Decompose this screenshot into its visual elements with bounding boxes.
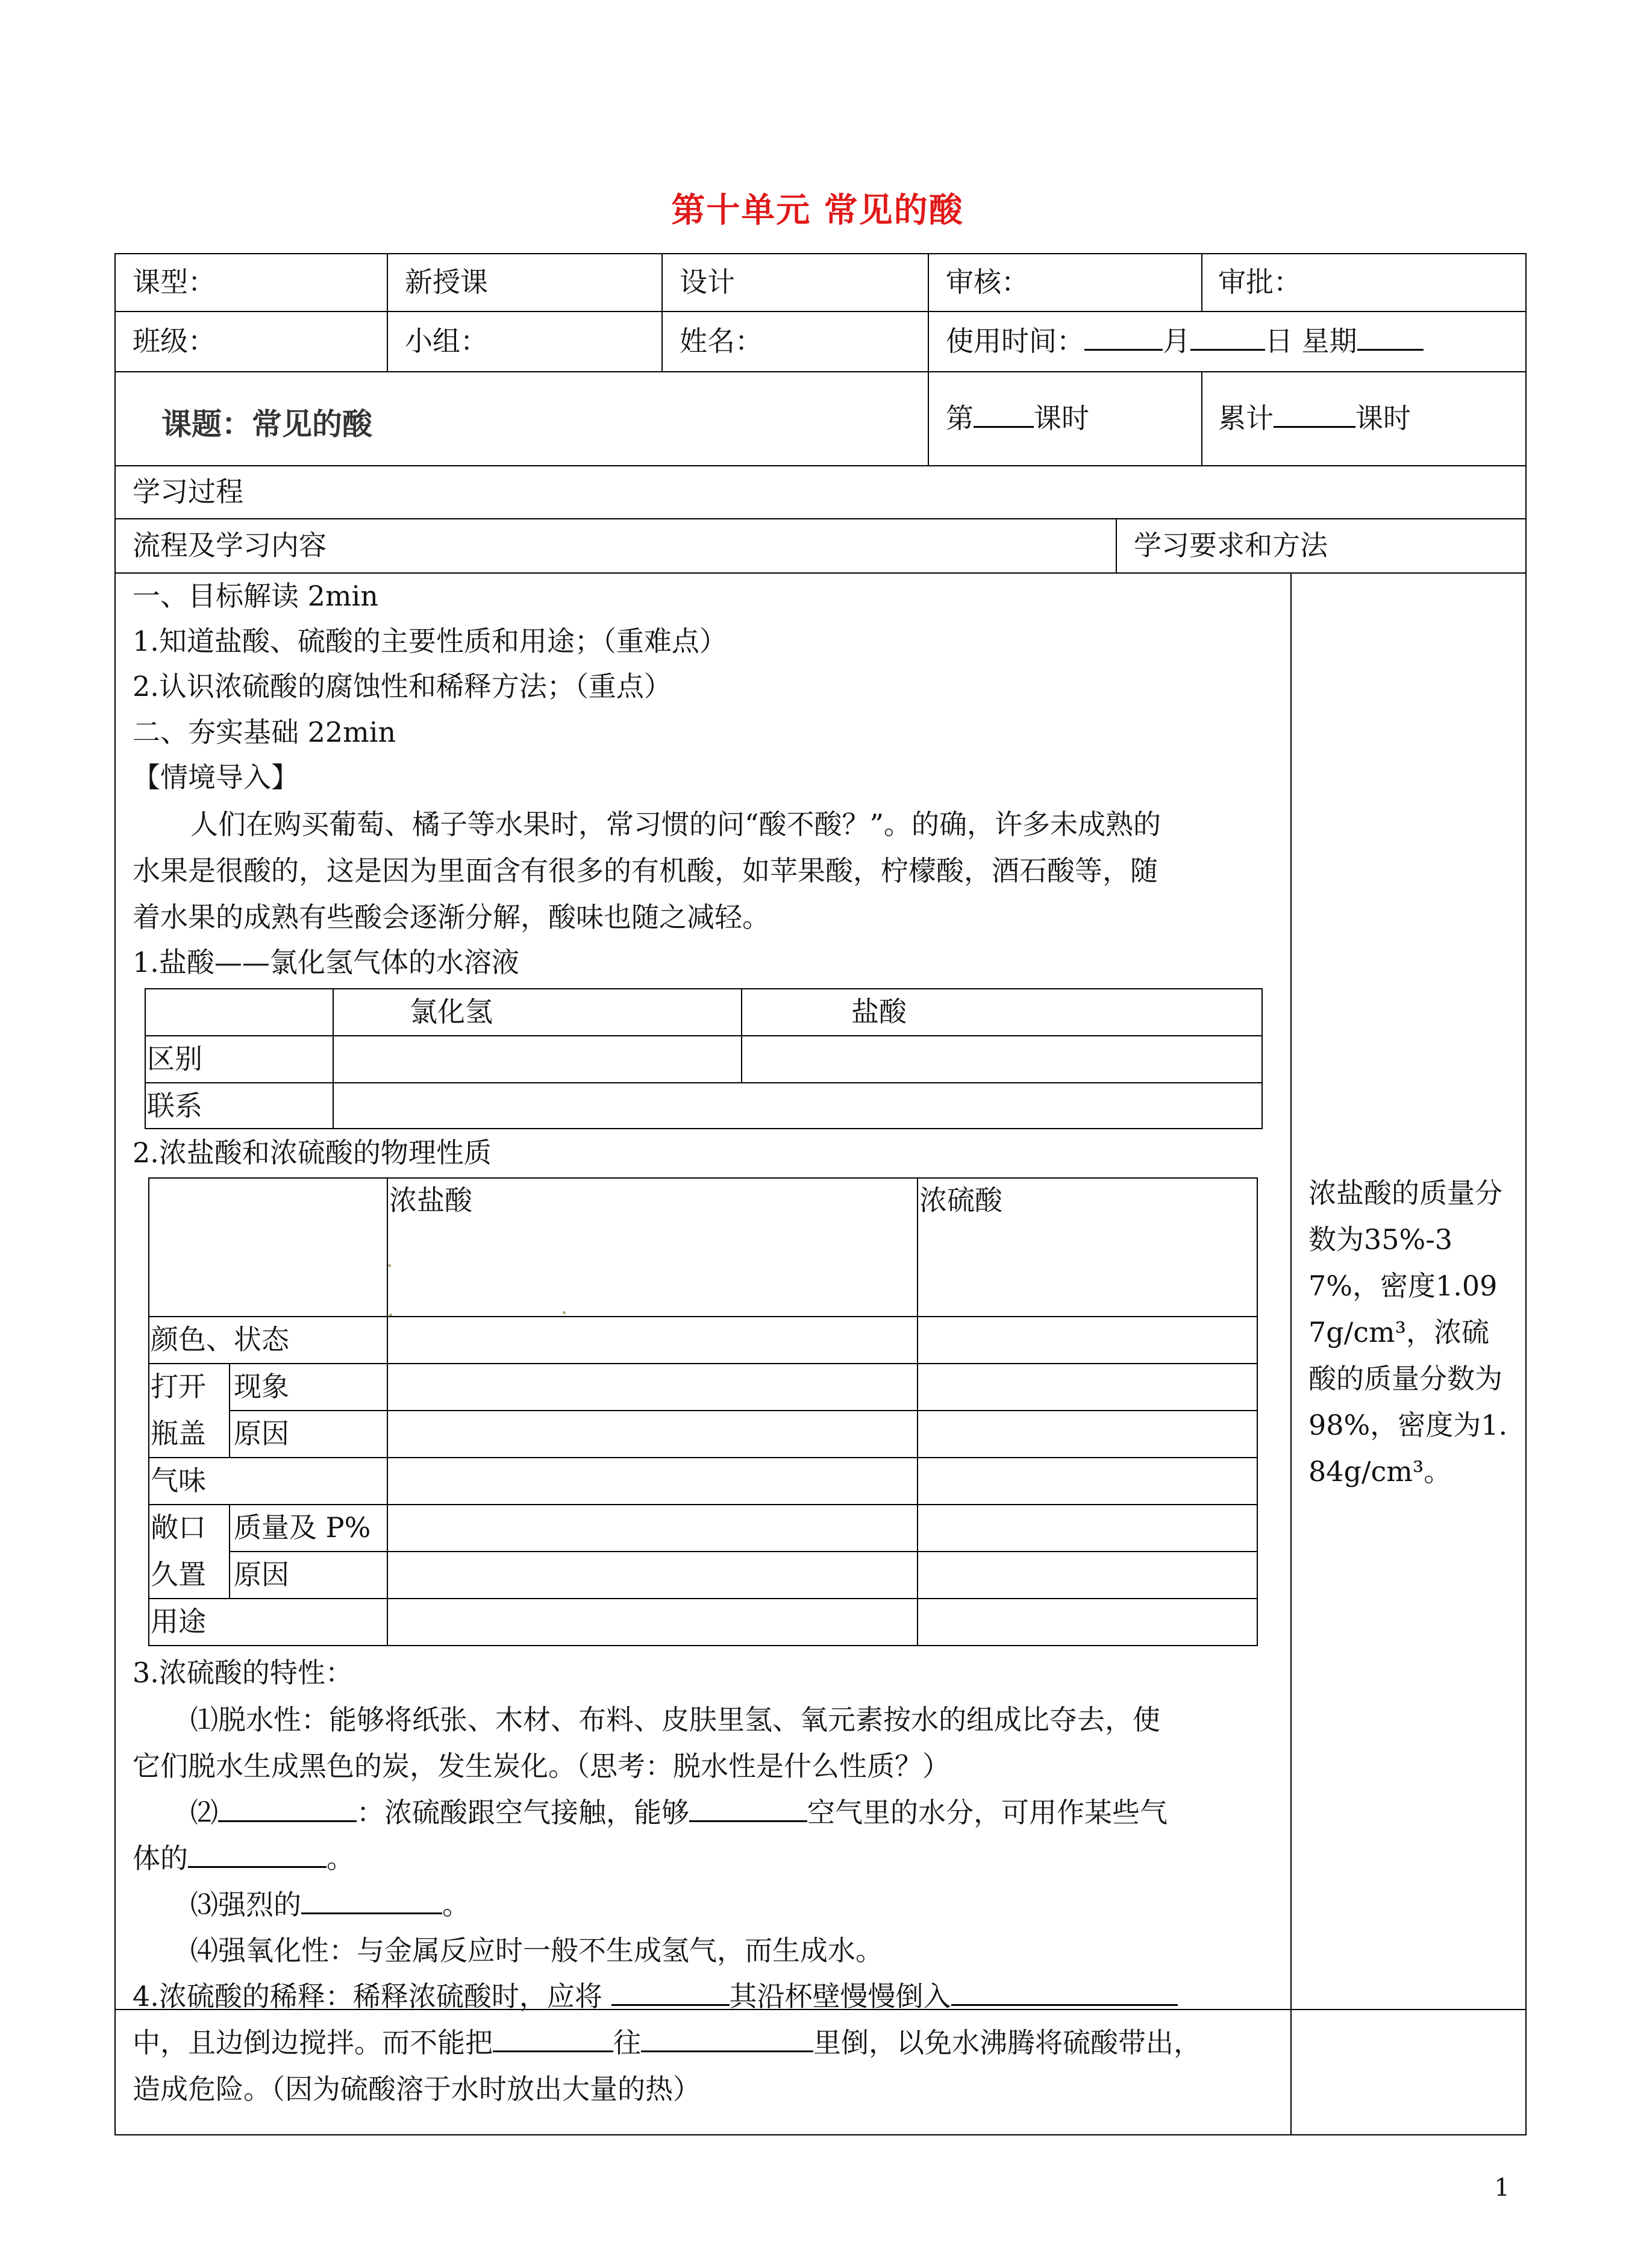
property-2-text: 体的	[133, 1842, 188, 1875]
t2-cell	[387, 1504, 918, 1552]
question-4-text: 里倒，以免水沸腾将硫酸带出，	[813, 2026, 1201, 2059]
question-3: 3.浓硫酸的特性：	[133, 1656, 353, 1689]
reason-label: 原因	[234, 1417, 289, 1450]
speck	[563, 1311, 566, 1314]
conc-hcl-header: 浓盐酸	[389, 1184, 472, 1217]
class-label: 班级：	[133, 325, 216, 357]
question-4	[133, 1980, 1178, 2013]
group-label: 小组：	[405, 325, 488, 357]
reviewer-label: 审核：	[946, 266, 1029, 298]
property-2-number: ⑵	[190, 1796, 218, 1829]
property-2-cont	[133, 1842, 354, 1875]
goal-item-2: 2.认识浓硫酸的腐蚀性和稀释方法；（重点）	[133, 670, 672, 703]
question-2: 2.浓盐酸和浓硫酸的物理性质	[133, 1136, 492, 1169]
fill-blank	[188, 1846, 327, 1868]
section1-heading: 一、目标解读 2min	[133, 580, 378, 612]
hcl-table-cell	[333, 988, 742, 1036]
usage-time-label: 使用时间：	[946, 325, 1084, 357]
fill-blank	[951, 1984, 1178, 2006]
process-label: 学习过程	[133, 475, 243, 508]
t2-cell	[148, 1177, 388, 1317]
period-suffix: 课时	[1034, 402, 1089, 434]
property-3-text: ⑶强烈的	[190, 1888, 301, 1921]
t2-cell	[387, 1457, 918, 1505]
process-row	[114, 465, 1527, 519]
fill-blank	[301, 1892, 442, 1914]
intro-paragraph-line: 水果是很酸的，这是因为里面含有很多的有机酸，如苹果酸，柠檬酸，酒石酸等，随	[133, 854, 1158, 887]
method-column-extension	[1290, 2009, 1527, 2135]
fill-blank	[218, 1800, 357, 1822]
property-3	[190, 1888, 470, 1921]
hcl-gas-header: 氯化氢	[410, 995, 493, 1028]
smell-label: 气味	[151, 1464, 206, 1497]
reason-label-2: 原因	[234, 1558, 289, 1591]
t2-cell	[387, 1598, 918, 1646]
open-cap-label-bottom: 瓶盖	[151, 1417, 206, 1450]
month-label: 月	[1163, 325, 1190, 357]
t2-cell	[917, 1316, 1258, 1364]
day-label: 日 星期	[1265, 325, 1357, 357]
period-field	[946, 404, 1089, 432]
t2-cell	[917, 1551, 1258, 1599]
total-prefix: 累计	[1218, 402, 1274, 434]
property-2-text: 。	[327, 1842, 354, 1875]
goal-item-1: 1.知道盐酸、硫酸的主要性质和用途；（重难点）	[133, 625, 727, 657]
mass-label: 质量及 P%	[234, 1511, 371, 1544]
open-cap-label-top: 打开	[151, 1370, 206, 1403]
exposed-label-bottom: 久置	[151, 1558, 206, 1591]
question-4-text: 4.浓硫酸的稀释：稀释浓硫酸时，应将	[133, 1980, 611, 2013]
difference-label: 区别	[147, 1042, 202, 1075]
question-4-end: 造成危险。（因为硫酸溶于水时放出大量的热）	[133, 2073, 701, 2105]
day-blank	[1190, 328, 1265, 351]
hcl-table-cell	[333, 1035, 742, 1083]
name-label: 姓名：	[680, 325, 763, 357]
property-1-line: ⑴脱水性：能够将纸张、木材、布料、皮肤里氢、氧元素按水的组成比夺去，使	[190, 1703, 1160, 1736]
property-4: ⑷强氧化性：与金属反应时一般不生成氢气，而生成水。	[190, 1934, 883, 1967]
total-suffix: 课时	[1355, 402, 1411, 434]
side-note: 浓盐酸的质量分数为35%-37%，密度1.097g/cm³，浓硫酸的质量分数为98%，密度为1.84g/cm³。	[1308, 1177, 1508, 1488]
total-blank	[1274, 406, 1355, 428]
scenario-heading: 【情境导入】	[133, 761, 299, 794]
property-1-line: 它们脱水生成黑色的炭，发生炭化。（思考：脱水性是什么性质？）	[133, 1750, 950, 1782]
course-type-label: 课型：	[133, 266, 216, 298]
hcl-table-cell	[741, 1035, 1263, 1083]
t2-cell	[387, 1316, 918, 1364]
speck	[388, 1264, 391, 1267]
use-label: 用途	[151, 1605, 206, 1638]
section2-heading: 二、夯实基础 22min	[133, 716, 396, 748]
question-4-text: 往	[613, 2026, 641, 2059]
intro-paragraph-line: 人们在购买葡萄、橘子等水果时，常习惯的问“酸不酸？”。的确，许多未成熟的	[190, 808, 1161, 841]
property-3-text: 。	[442, 1888, 470, 1921]
fill-blank	[611, 1984, 730, 2006]
t2-cell	[387, 1551, 918, 1599]
conc-h2so4-header: 浓硫酸	[919, 1184, 1002, 1217]
exposed-label-top: 敞口	[151, 1511, 206, 1544]
period-prefix: 第	[946, 402, 974, 434]
question-4-text: 中，且边倒边搅拌。而不能把	[133, 2026, 493, 2059]
lesson-title: 课题：常见的酸	[161, 407, 372, 442]
t2-cell	[917, 1598, 1258, 1646]
t2-cell	[917, 1457, 1258, 1505]
t2-cell	[387, 1410, 918, 1458]
t2-cell	[387, 1363, 918, 1411]
property-2-text: 空气里的水分，可用作某些气	[807, 1796, 1168, 1829]
t2-cell	[917, 1363, 1258, 1411]
color-state-label: 颜色、状态	[151, 1323, 289, 1356]
page-title: 第十单元 常见的酸	[671, 191, 964, 230]
course-type-value: 新授课	[405, 266, 488, 298]
period-blank	[974, 406, 1034, 428]
phenomenon-label: 现象	[234, 1370, 289, 1403]
content-column-header: 流程及学习内容	[133, 529, 327, 562]
page-number: 1	[1494, 2174, 1510, 2202]
designer-label: 设计	[680, 266, 735, 298]
usage-time	[946, 327, 1424, 355]
question-4-text: 其沿杯壁慢慢倒入	[729, 1980, 951, 2013]
total-field	[1218, 404, 1411, 432]
month-blank	[1084, 328, 1163, 351]
hcl-table-cell	[741, 988, 1263, 1036]
relation-label: 联系	[147, 1089, 202, 1122]
approver-label: 审批：	[1218, 266, 1301, 298]
question-1: 1.盐酸——氯化氢气体的水溶液	[133, 946, 519, 979]
t2-cell	[917, 1504, 1258, 1552]
method-column-header: 学习要求和方法	[1134, 529, 1328, 562]
fill-blank	[689, 1800, 807, 1822]
hydrochloric-acid-header: 盐酸	[851, 995, 907, 1028]
property-2	[190, 1796, 1168, 1829]
property-2-text: ：浓硫酸跟空气接触，能够	[357, 1796, 689, 1829]
intro-paragraph-line: 着水果的成熟有些酸会逐渐分解，酸味也随之减轻。	[133, 901, 770, 933]
weekday-blank	[1357, 328, 1424, 351]
hcl-table-cell	[145, 988, 334, 1036]
t2-cell	[917, 1410, 1258, 1458]
